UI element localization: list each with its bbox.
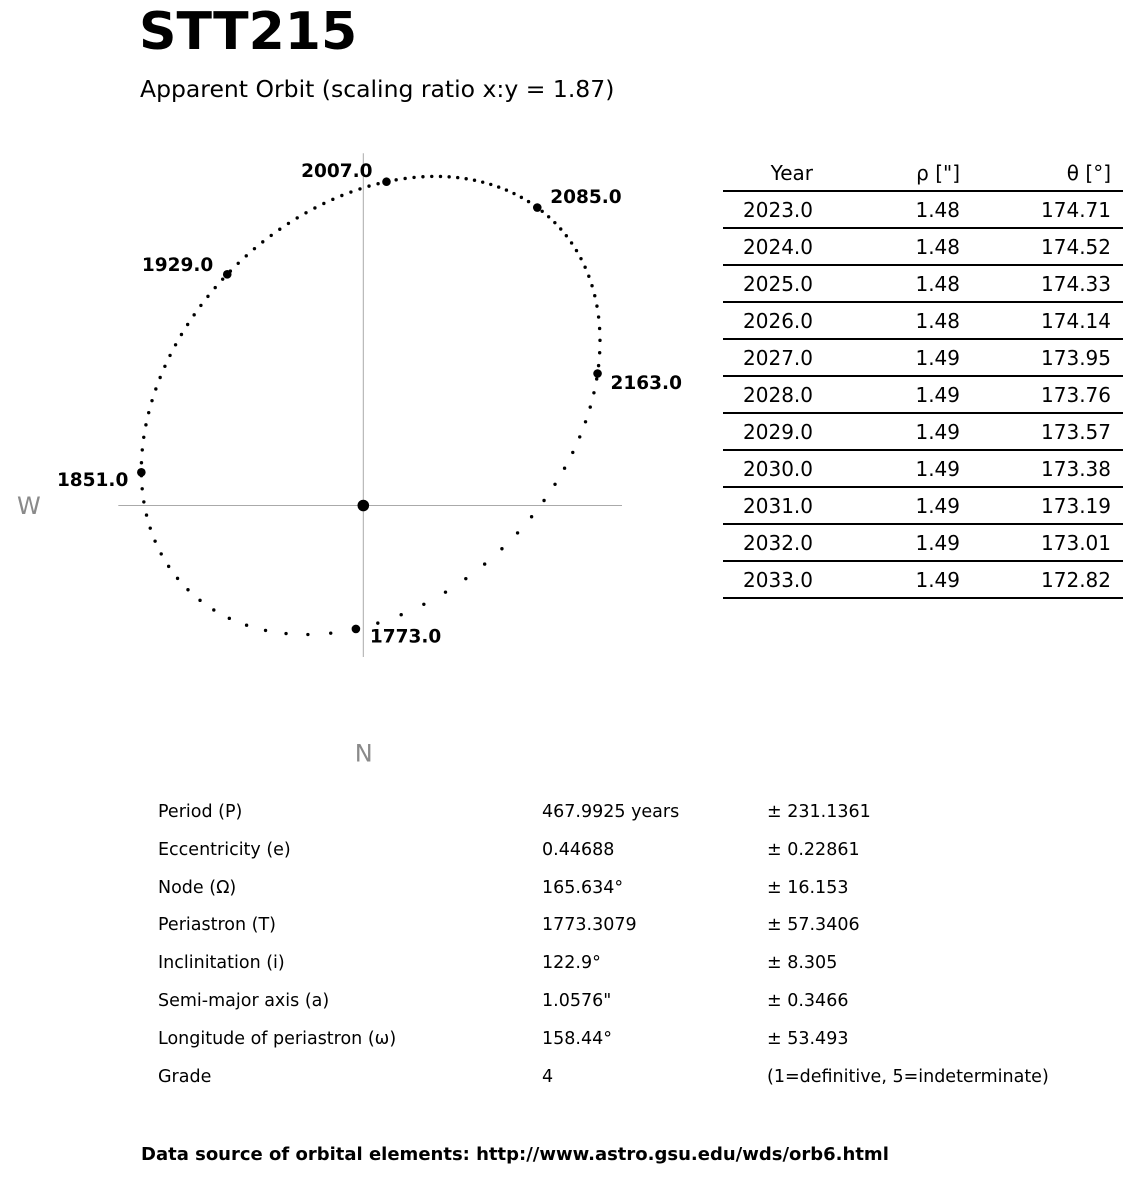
orbit-dot: [158, 376, 161, 379]
orbit-dot: [412, 176, 415, 179]
orbit-dot: [163, 365, 166, 368]
col-header-year: Year: [770, 160, 813, 185]
table-row: [723, 414, 1123, 451]
rho-cell: 1.49: [915, 382, 960, 407]
orbit-dot: [376, 182, 379, 185]
element-label: Node (Ω): [158, 877, 237, 898]
page-title: STT215: [139, 2, 358, 62]
orbital-elements-list: [158, 793, 1098, 1096]
table-row: [723, 525, 1123, 562]
orbit-dot: [140, 487, 143, 490]
epoch-label: 1929.0: [141, 254, 214, 276]
orbit-dot: [570, 241, 573, 244]
orbital-element-row: [158, 1058, 1098, 1096]
orbit-dot: [559, 227, 562, 230]
theta-cell: 173.76: [1041, 382, 1111, 407]
table-header-row: [723, 155, 1123, 192]
element-label: Eccentricity (e): [158, 839, 291, 860]
orbit-dot: [150, 399, 153, 402]
year-cell: 2027.0: [743, 345, 813, 370]
orbit-dot: [264, 629, 267, 632]
year-cell: 2033.0: [743, 567, 813, 592]
orbit-dot: [587, 275, 590, 278]
rho-cell: 1.48: [915, 197, 960, 222]
orbit-dot: [584, 420, 587, 423]
element-error: ± 16.153: [767, 877, 849, 898]
orbit-dot: [583, 266, 586, 269]
col-header-rho: ρ ["]: [916, 160, 960, 185]
footer-source: Data source of orbital elements: http://www.astro.gsu.edu/wds/orb6.html: [141, 1144, 889, 1165]
theta-cell: 173.57: [1041, 419, 1111, 444]
orbit-dot: [331, 198, 334, 201]
orbit-dot: [593, 294, 596, 297]
orbit-dot: [421, 175, 424, 178]
orbit-dot: [500, 547, 503, 550]
year-cell: 2025.0: [743, 271, 813, 296]
orbit-dot: [590, 284, 593, 287]
orbit-dot: [192, 313, 195, 316]
orbit-dot: [367, 184, 370, 187]
orbit-dot: [456, 176, 459, 179]
element-error: ± 53.493: [767, 1028, 849, 1049]
orbit-dot: [592, 391, 595, 394]
element-error: ± 0.22861: [767, 839, 860, 860]
orbit-dot: [329, 631, 332, 634]
orbit-dot: [553, 221, 556, 224]
page-subtitle: Apparent Orbit (scaling ratio x:y = 1.87): [140, 75, 615, 103]
orbit-dot: [140, 461, 143, 464]
element-value: 122.9°: [542, 953, 601, 974]
orbit-dot: [186, 323, 189, 326]
table-row: [723, 451, 1123, 488]
table-row: [723, 488, 1123, 525]
element-error: (1=definitive, 5=indeterminate): [767, 1066, 1049, 1087]
orbit-dot: [595, 304, 598, 307]
orbit-dot: [444, 590, 447, 593]
table-row: [723, 377, 1123, 414]
orbital-element-row: [158, 907, 1098, 945]
table-row: [723, 340, 1123, 377]
year-cell: 2028.0: [743, 382, 813, 407]
orbit-dot: [497, 185, 500, 188]
element-value: 4: [542, 1066, 554, 1087]
orbit-dot: [176, 577, 179, 580]
orbit-dot: [306, 633, 309, 636]
orbit-dot: [304, 211, 307, 214]
orbit-dot: [358, 187, 361, 190]
year-cell: 2029.0: [743, 419, 813, 444]
origin-star-dot: [358, 500, 370, 512]
orbit-dot: [399, 613, 402, 616]
theta-cell: 172.82: [1041, 567, 1111, 592]
orbit-dot: [287, 222, 290, 225]
orbit-dot: [322, 202, 325, 205]
orbit-dot: [142, 436, 145, 439]
rho-cell: 1.49: [915, 419, 960, 444]
epoch-label: 1851.0: [56, 469, 129, 491]
orbit-plot: [0, 140, 700, 780]
epoch-label: 2007.0: [301, 161, 373, 183]
element-value: 165.634°: [542, 877, 624, 898]
orbit-dot: [180, 333, 183, 336]
orbit-dot: [430, 175, 433, 178]
epoch-dot: [533, 203, 542, 212]
table-row: [723, 266, 1123, 303]
epoch-label: 2163.0: [610, 372, 682, 394]
orbit-dot: [464, 577, 467, 580]
orbit-dot: [422, 603, 425, 606]
element-error: ± 231.1361: [767, 801, 871, 822]
rho-cell: 1.49: [915, 456, 960, 481]
orbit-dot: [403, 177, 406, 180]
orbit-dot: [142, 500, 145, 503]
table-row: [723, 303, 1123, 340]
ephemeris-table: [723, 155, 1123, 599]
orbit-dot: [245, 254, 248, 257]
orbit-dot: [144, 423, 147, 426]
element-value: 158.44°: [542, 1028, 612, 1049]
element-value: 1.0576": [542, 991, 612, 1012]
orbit-dot: [464, 177, 467, 180]
orbit-dot: [598, 339, 601, 342]
theta-cell: 174.14: [1041, 308, 1111, 333]
rho-cell: 1.49: [915, 567, 960, 592]
element-label: Grade: [158, 1066, 212, 1087]
orbit-dot: [174, 343, 177, 346]
rho-cell: 1.48: [915, 308, 960, 333]
orbit-dot: [168, 354, 171, 357]
orbit-dot: [598, 327, 601, 330]
rho-cell: 1.49: [915, 345, 960, 370]
orbit-dot: [489, 183, 492, 186]
table-row: [723, 229, 1123, 266]
orbit-dot: [245, 624, 248, 627]
theta-cell: 173.19: [1041, 493, 1111, 518]
orbit-dot: [228, 617, 231, 620]
element-label: Inclinitation (i): [158, 953, 285, 974]
orbit-dot: [261, 240, 264, 243]
epoch-dot: [382, 177, 391, 186]
orbital-element-row: [158, 1020, 1098, 1058]
orbit-dot: [512, 192, 515, 195]
orbit-dot: [153, 539, 156, 542]
orbital-element-row: [158, 982, 1098, 1020]
orbit-dot: [542, 499, 545, 502]
orbit-dot: [447, 175, 450, 178]
orbit-dot: [313, 206, 316, 209]
orbit-dot: [253, 247, 256, 250]
orbit-dot: [206, 295, 209, 298]
table-row: [723, 192, 1123, 229]
orbit-dot: [530, 515, 533, 518]
orbit-dot: [541, 210, 544, 213]
orbit-dot: [160, 552, 163, 555]
rho-cell: 1.49: [915, 493, 960, 518]
year-cell: 2031.0: [743, 493, 813, 518]
theta-cell: 173.38: [1041, 456, 1111, 481]
element-error: ± 8.305: [767, 953, 838, 974]
orbit-dot: [278, 228, 281, 231]
orbit-dot: [149, 526, 152, 529]
orbit-dot: [565, 234, 568, 237]
orbit-dot: [563, 467, 566, 470]
element-label: Longitude of periastron (ω): [158, 1028, 397, 1049]
orbit-dot: [154, 387, 157, 390]
orbit-dot: [147, 411, 150, 414]
orbital-element-row: [158, 944, 1098, 982]
epoch-dot: [593, 369, 602, 378]
west-compass-label: W: [17, 491, 41, 520]
orbit-dot: [270, 234, 273, 237]
col-header-theta: θ [°]: [1066, 160, 1111, 185]
orbit-dot: [483, 562, 486, 565]
orbit-dot: [198, 599, 201, 602]
theta-cell: 174.33: [1041, 271, 1111, 296]
orbital-element-row: [158, 831, 1098, 869]
element-error: ± 0.3466: [767, 991, 849, 1012]
orbit-dot: [284, 632, 287, 635]
rho-cell: 1.48: [915, 271, 960, 296]
orbit-dot: [547, 215, 550, 218]
orbit-dot: [349, 190, 352, 193]
orbit-dot: [145, 513, 148, 516]
orbital-element-row: [158, 869, 1098, 907]
epoch-dot: [223, 270, 232, 279]
orbit-dot: [237, 262, 240, 265]
north-compass-label: N: [354, 739, 373, 768]
table-row: [723, 562, 1123, 599]
element-value: 467.9925 years: [542, 801, 680, 822]
orbit-dot: [212, 608, 215, 611]
year-cell: 2032.0: [743, 530, 813, 555]
orbit-dot: [589, 405, 592, 408]
orbit-dot: [376, 621, 379, 624]
theta-cell: 173.95: [1041, 345, 1111, 370]
orbit-dot: [527, 200, 530, 203]
epoch-label: 2085.0: [550, 187, 622, 209]
orbit-dot: [473, 179, 476, 182]
orbit-dot: [520, 196, 523, 199]
orbit-dot: [214, 286, 217, 289]
rho-cell: 1.48: [915, 234, 960, 259]
orbital-element-row: [158, 793, 1098, 831]
element-label: Periastron (T): [158, 915, 276, 936]
orbit-dot: [579, 257, 582, 260]
orbit-dot: [439, 175, 442, 178]
orbit-dot: [394, 178, 397, 181]
orbit-dot: [597, 364, 600, 367]
theta-cell: 174.71: [1041, 197, 1111, 222]
rho-cell: 1.49: [915, 530, 960, 555]
orbit-dot: [295, 216, 298, 219]
orbit-dot: [221, 277, 224, 280]
orbit-dot: [340, 194, 343, 197]
epoch-dot: [137, 468, 146, 477]
orbit-dot: [553, 483, 556, 486]
epoch-dot: [352, 625, 361, 634]
year-cell: 2023.0: [743, 197, 813, 222]
year-cell: 2026.0: [743, 308, 813, 333]
orbit-dot: [505, 188, 508, 191]
orbit-dot: [571, 451, 574, 454]
element-label: Period (P): [158, 801, 243, 822]
element-value: 0.44688: [542, 839, 615, 860]
orbit-dot: [598, 351, 601, 354]
orbit-dot: [141, 448, 144, 451]
orbit-dot: [481, 180, 484, 183]
element-label: Semi-major axis (a): [158, 991, 330, 1012]
year-cell: 2030.0: [743, 456, 813, 481]
orbit-dot: [578, 435, 581, 438]
orbit-dot: [167, 565, 170, 568]
element-error: ± 57.3406: [767, 915, 860, 936]
element-value: 1773.3079: [542, 915, 637, 936]
orbit-dot: [199, 304, 202, 307]
orbit-dot: [516, 531, 519, 534]
theta-cell: 174.52: [1041, 234, 1111, 259]
theta-cell: 173.01: [1041, 530, 1111, 555]
orbit-dot: [597, 315, 600, 318]
orbit-dot: [575, 249, 578, 252]
epoch-label: 1773.0: [369, 626, 442, 648]
year-cell: 2024.0: [743, 234, 813, 259]
orbit-dot: [186, 588, 189, 591]
